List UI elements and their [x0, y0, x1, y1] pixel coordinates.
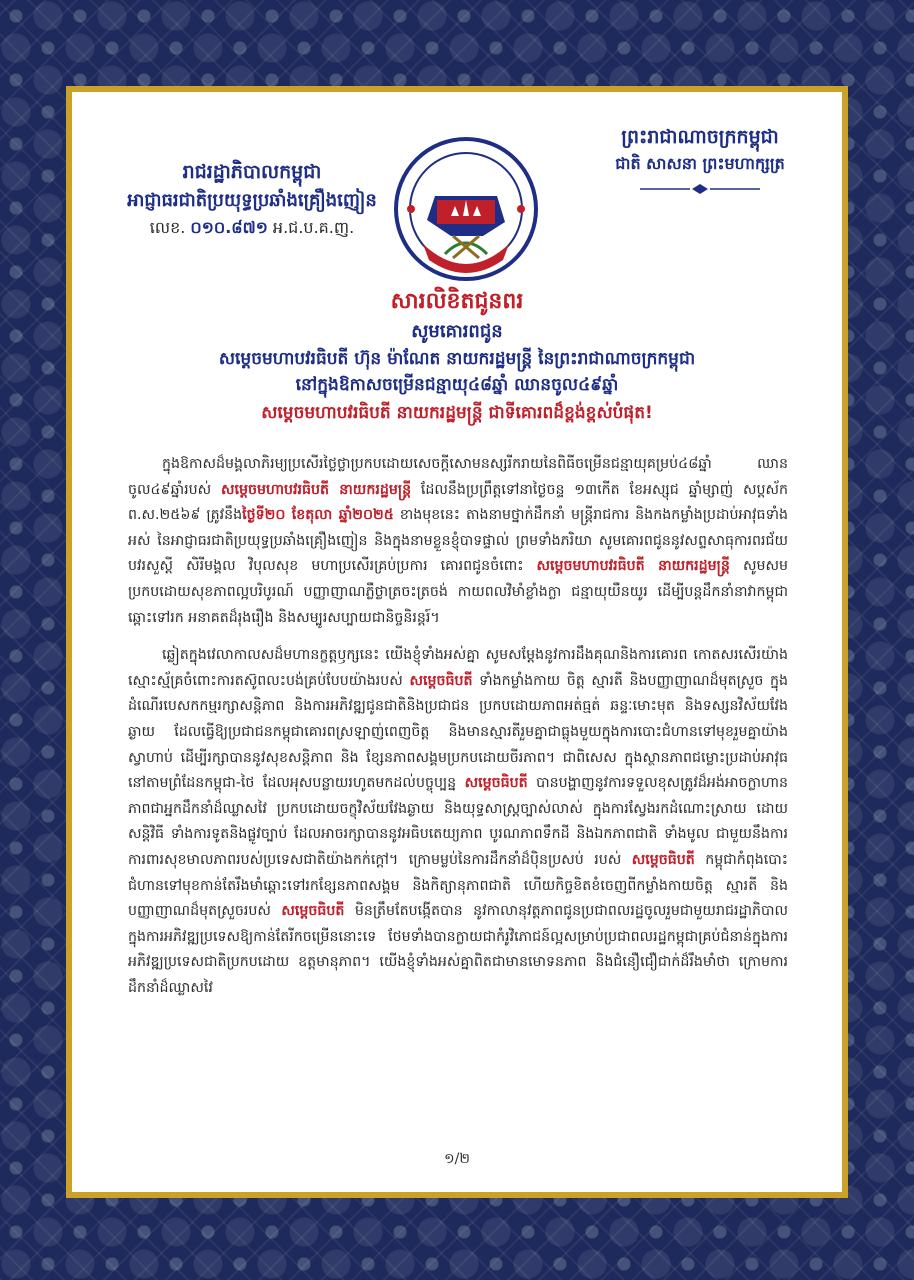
- reference-prefix: លេខ.: [149, 218, 186, 237]
- reference-number: [112, 216, 392, 240]
- authority-emblem: [393, 136, 539, 282]
- kingdom-block: [580, 122, 820, 198]
- highlight-text: សម្តេចធិបតី: [409, 672, 473, 689]
- letter-headings: [92, 286, 822, 428]
- letter-salutation: សម្តេចមហាបវរធិបតី នាយករដ្ឋមន្ត្រី ជាទីគោរពដ៏ខ្ពង់ខ្ពស់បំផុត!: [261, 403, 653, 423]
- document-frame: [66, 86, 848, 1198]
- highlight-text: សម្តេចមហាបវរធិបតី នាយករដ្ឋមន្ត្រី: [220, 481, 412, 498]
- letter-subtitle: សូមគោរពជូន: [411, 321, 503, 342]
- body-text: ក្នុងឱកាសដ៏មង្គលាភិរម្យប្រសើរថ្លៃថ្លាប្រកបដោយសេចក្តីសោមនស្សរីករាយនៃពិធីចម្រើនជន្មាយុគម្រប់៤៨ឆ្នាំ ឈានចូល៤៩ឆ្នាំរបស់: [128, 456, 788, 498]
- highlight-date: ថ្ងៃទី២០ ខែតុលា ឆ្នាំ២០២៥: [242, 507, 394, 524]
- highlight-text: សម្តេចធិបតី: [631, 851, 695, 868]
- body-paragraph-1: [128, 452, 788, 631]
- issuer-government: រាជរដ្ឋាភិបាលកម្ពុជា: [182, 161, 322, 183]
- highlight-text: សម្តេចធិបតី: [281, 903, 345, 920]
- body-text: សូមសមប្រកបដោយសុខភាពល្អបរិបូរណ៍ បញ្ញាញាណភ្លឺថ្លាត្រចះត្រចង់ កាយពលវិមាំខ្លាំងក្លា ជន្មាយុយឺនយូរ ដើម្បីបន្តដឹកនាំនាវាកម្ពុជាឆ្ពោះទៅរក អនាគតដ៏រុងរឿង និងសម្បូរសប្បាយជានិច្ចនិរន្តរ៍។: [128, 558, 789, 626]
- letter-title: សារលិខិតជូនពរ: [390, 289, 524, 314]
- issuer-block: [112, 158, 392, 240]
- body-text: មិនត្រឹមតែបង្កើតបាន នូវកាលានុវត្តភាពជូនប្រជាពលរដ្ឋចូលរួមជាមួយរាជរដ្ឋាភិបាលក្នុងការអភិវឌ្ឍប្រទេសឱ្យកាន់តែរីកចម្រើននោះទេ ថែមទាំងបានក្លាយជាកំរូវិភោជន៍ល្អសម្រាប់ប្រជាពលរដ្ឋកម្ពុជាគ្រប់ជំនាន់ក្នុងការអភិវឌ្ឍប្រទេសជាតិប្រកបដោយ ឧត្តមានុភាព។ យើងខ្ញុំទាំងអស់គ្នាពិតជាមានមោទនភាព និងជំនឿជឿជាក់ដ៏រឹងមាំថា ក្រោមការដឹកនាំដ៏ឈ្លាសវៃ: [128, 903, 788, 996]
- reference-value: ០១០.៨៧១: [190, 218, 268, 237]
- kingdom-motto: ជាតិ សាសនា ព្រះមហាក្សត្រ: [615, 154, 785, 173]
- letter-addressee: សម្តេចមហាបវរធិបតី ហ៊ុន ម៉ាណែត នាយករដ្ឋមន្ត្រី នៃព្រះរាជាណាចក្រកម្ពុជា: [218, 349, 696, 369]
- body-text: កម្ពុជាកំពុងបោះជំហានទៅមុខកាន់តែរឹងមាំឆ្ពោះទៅរកខ្សែនភាពសង្គម និងកិត្យានុភាពជាតិ ហើយកិច្ចខិតខំចេញពីកម្លាំងកាយចិត្ត ស្មារតី និងបញ្ញាញាណដ៏មុតស្រួចរបស់: [128, 851, 788, 920]
- body-paragraph-2: [128, 643, 788, 1001]
- ornament-divider-icon: [640, 184, 760, 194]
- issuer-authority: អាជ្ញាធរជាតិប្រយុទ្ធប្រឆាំងគ្រឿងញៀន: [127, 190, 377, 211]
- body-text: ទាំងកម្លាំងកាយ ចិត្ត ស្មារតី និងបញ្ញាញាណដ៏មុតស្រួច ក្នុងដំណើរបេសកកម្មរក្សាសន្តិភាព និងការអភិវឌ្ឍជូនជាតិនិងប្រជាជន ប្រកបដោយភាពអត់ធ្មត់ ឆន្ទៈមោះមុត និងទស្សនវិស័យវែងឆ្ងាយ ដែលធ្វើឱ្យប្រជាជនកម្ពុជាគោរពស្រឡាញ់ពេញចិត្ត និងមានស្មារតីរួមគ្នាជាធ្លុងមួយក្នុងការបោះជំហានទៅមុខរួមគ្នាយ៉ាងស្វាហាប់ ដើម្បីរក្សាបាននូវសុខសន្តិភាព និង ខ្សែនភាពសង្គមប្រកបដោយចីរភាព។ ជាពិសេស ក្នុងស្ថានភាពជម្លោះប្រដាប់អាវុធនៅតាមព្រំដែនកម្ពុជា-ថៃ ដែលអុសបន្លាយរហូតមកដល់បច្ចុប្បន្ន: [128, 672, 789, 792]
- body-text: ឆ្លៀតក្នុងវេលាកាលសដ៏មហានក្ខត្តឫក្សនេះ យើងខ្ញុំទាំងអស់គ្នា សូមសម្តែងនូវការដឹងគុណនិងការគោរព កោតសរសើរយ៉ាងស្មោះស្ម័គ្រចំពោះការតស៊ូពលះបង់គ្រប់បែបយ៉ាងរបស់: [128, 647, 788, 689]
- kingdom-name: ព្រះរាជាណាចក្រកម្ពុជា: [621, 126, 779, 148]
- highlight-text: សម្តេចធិបតី: [464, 775, 528, 792]
- body-text: បានបង្ហាញនូវការទទួលខុសត្រូវដ៏អង់អាចក្លាហាន ភាពជាអ្នកដឹកនាំដ៏ឈ្លាសវៃ ប្រកបដោយចក្ខុវិស័យវែងឆ្ងាយ និងយុទ្ធសាស្ត្រច្បាស់លាស់ ក្នុងការស្វែងរកដំណោះស្រាយ ដោយសន្តិវិធី ទាំងការទូតនិងផ្លូវច្បាប់ ដែលអាចរក្សាបាននូវអធិបតេយ្យភាព បូរណភាពទឹកដី និងឯកភាពជាតិ ទាំងមូល ជាមួយនឹងការការពារសុខមាលភាពរបស់ប្រទេសជាតិយ៉ាងកក់ក្តៅ។ ក្រោមម្លប់នៃការដឹកនាំដ៏ប៉ិនប្រសប់ របស់: [128, 775, 788, 868]
- letter-occasion: នៅក្នុងឱកាសចម្រើនជន្មាយុ៤៨ឆ្នាំ ឈានចូល៤៩ឆ្នាំ: [295, 375, 619, 395]
- reference-suffix: អ.ជ.ប.គ.ញ.: [272, 218, 355, 237]
- body-text: ដែលនឹងប្រព្រឹត្តទៅនាថ្ងៃចន្ទ ១៣កើត ខែអស្សុជ ឆ្នាំម្សាញ់ សប្តស័ក ព.ស.២៥៦៩ ត្រូវនឹង: [128, 481, 788, 524]
- emblem-icon: [393, 136, 539, 282]
- body-text: ខាងមុខនេះ តាងនាមថ្នាក់ដឹកនាំ មន្ត្រីរាជការ និងកងកម្លាំងប្រដាប់អាវុធទាំងអស់ នៃអាជ្ញាធរជាតិប្រយុទ្ធប្រឆាំងគ្រឿងញៀន និងក្នុងនាមខ្លួនខ្ញុំបាទផ្ទាល់ ព្រមទាំងភរិយា សូមគោរពជូននូវសព្ទសាធុការពរជ័យ បវរសួស្តី សិរីមង្គល វិបុលសុខ មហាប្រសើរគ្រប់ប្រការ គោរពជូនចំពោះ: [128, 507, 789, 575]
- letter-body: [128, 452, 788, 1013]
- highlight-text: សម្តេចមហាបវរធិបតី នាយករដ្ឋមន្ត្រី: [536, 558, 730, 575]
- page-number: ១/២: [444, 1151, 470, 1167]
- document-page: [72, 92, 842, 1192]
